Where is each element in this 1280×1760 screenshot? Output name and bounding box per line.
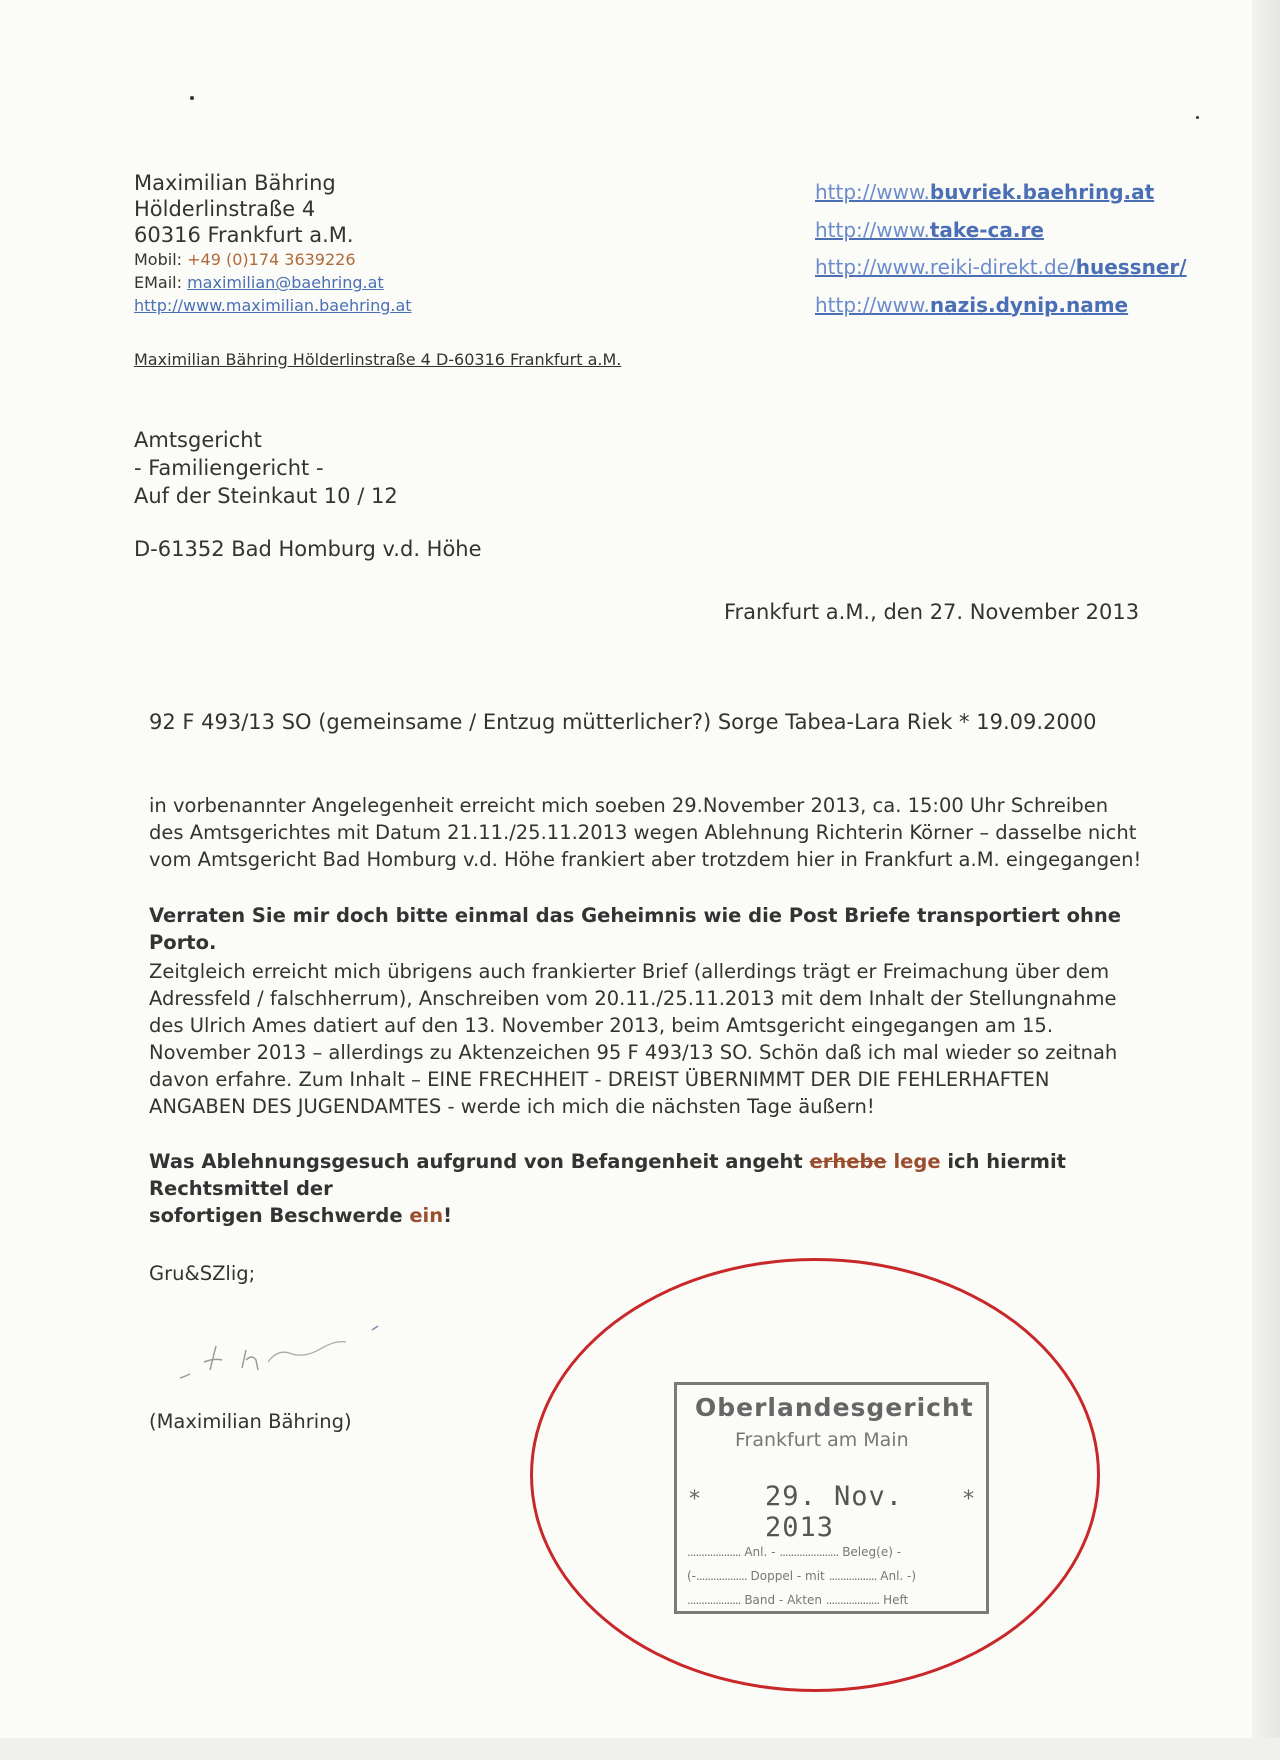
text-line: davon erfahre. Zum Inhalt – EINE FRECHHEIT - DREIST ÜBERNIMMT DER DIE FEHLERHAFTEN [149,1068,1050,1091]
sender-phone: +49 (0)174 3639226 [187,250,356,269]
stamp-star: * [963,1487,974,1512]
greeting: Gru&SZlig; [149,1262,256,1285]
recipient-line: Auf der Steinkaut 10 / 12 [134,484,398,508]
text-line: ANGABEN DES JUGENDAMTES - werde ich mich die nächsten Tage äußern! [149,1095,875,1118]
inserted-word: lege [886,1150,941,1173]
stamp-row-copies: (-.................. Doppel - mit ................. Anl. -) [687,1569,917,1583]
signature-scribble [172,1310,392,1400]
letter-subject: 92 F 493/13 SO (gemeinsame / Entzug mütterlicher?) Sorge Tabea-Lara Riek * 19.09.2000 [149,710,1097,734]
text-line: des Amtsgerichtes mit Datum 21.11./25.11.2013 wegen Ablehnung Richterin Körner – dasselbe nicht [149,821,1137,844]
letter-date: Frankfurt a.M., den 27. November 2013 [724,600,1140,624]
link-reiki-direkt[interactable]: http://www.reiki-direkt.de/huessner/ [815,255,1187,279]
sender-block [134,170,412,317]
text-line: vom Amtsgericht Bad Homburg v.d. Höhe frankiert aber trotzdem hier in Frankfurt a.M. eingegangen! [149,848,1142,871]
stamp-row-enclosures: ................... Anl. - ..................... Beleg(e) - [687,1545,902,1559]
stamp-star: * [689,1487,700,1512]
text-line: des Ulrich Ames datiert auf den 13. November 2013, beim Amtsgericht eingegangen am 15. [149,1014,1054,1037]
text-line: Adressfeld / falschherrum), Anschreiben vom 20.11./25.11.2013 mit dem Inhalt der Stellungnahme [149,987,1117,1010]
recipient-block [134,426,482,563]
paragraph-2: Verraten Sie mir doch bitte einmal das Geheimnis wie die Post Briefe transportiert ohne Porto. [149,904,1122,954]
sender-email-link[interactable]: maximilian@baehring.at [187,273,384,292]
paper-edge-right [1252,0,1280,1760]
stamp-row-files: ................... Band - Akten ................... Heft [687,1593,909,1607]
stamp-court-name: Oberlandesgericht [695,1393,974,1422]
text-line: Zeitgleich erreicht mich übrigens auch frankierter Brief (allerdings trägt er Freimachung über dem [149,960,1110,983]
return-address: Maximilian Bähring Hölderlinstraße 4 D-60316 Frankfurt a.M. [134,350,622,369]
court-received-stamp [674,1382,989,1614]
paragraph-3 [149,958,1149,1120]
link-buvriek[interactable]: http://www.buvriek.baehring.at [815,180,1155,204]
sender-street: Hölderlinstraße 4 [134,197,316,221]
sender-email: EMail: maximilian@baehring.at [134,273,384,292]
paper-edge-bottom [0,1738,1280,1760]
paper-speck [190,96,194,100]
link-list [815,174,1187,324]
text-line: November 2013 – allerdings zu Aktenzeichen 95 F 493/13 SO. Schön daß ich mal wieder so zeitnah [149,1041,1118,1064]
inserted-word: ein [409,1204,444,1227]
recipient-city: D-61352 Bad Homburg v.d. Höhe [134,537,482,561]
paragraph-4: Was Ablehnungsgesuch aufgrund von Befangenheit angeht erhebe lege ich hiermit Rechtsmittel der sofortigen Beschwerde ein! [149,1150,1066,1227]
signature-name: (Maximilian Bähring) [149,1410,352,1433]
sender-website-link[interactable]: http://www.maximilian.baehring.at [134,296,412,315]
paragraph-1 [149,792,1149,873]
struck-word: erhebe [809,1150,887,1173]
sender-name: Maximilian Bähring [134,171,336,195]
stamp-location: Frankfurt am Main [735,1429,909,1451]
sender-mobile: Mobil: +49 (0)174 3639226 [134,250,356,269]
sender-city: 60316 Frankfurt a.M. [134,223,354,247]
recipient-line: Amtsgericht [134,428,262,452]
recipient-line: - Familiengericht - [134,456,324,480]
sender-website [134,294,412,317]
paper-speck [1196,116,1199,119]
link-take-ca[interactable]: http://www.take-ca.re [815,217,1044,242]
link-nazis-dynip[interactable]: http://www.nazis.dynip.name [815,292,1129,317]
text-line: in vorbenannter Angelegenheit erreicht mich soeben 29.November 2013, ca. 15:00 Uhr Schreiben [149,794,1109,817]
stamp-date: 29. Nov. 2013 [765,1481,904,1543]
